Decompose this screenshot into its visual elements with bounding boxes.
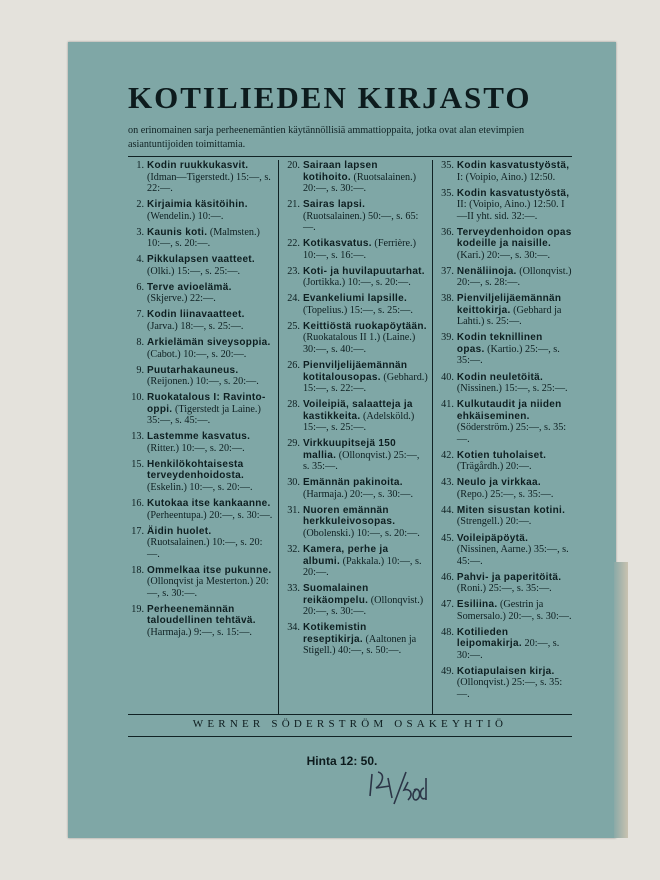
book-column-3: [432, 160, 572, 714]
book-entry: [128, 337, 274, 360]
book-number: 10.: [131, 392, 144, 404]
book-title: Neulo ja virkkaa.: [456, 477, 541, 489]
book-entry: [438, 332, 572, 367]
book-entry: [128, 392, 274, 427]
book-details: (Skjerve.) 22:—.: [147, 293, 216, 305]
book-number: 29.: [287, 438, 300, 450]
book-list: [128, 160, 572, 714]
book-number: 35.: [441, 187, 454, 199]
book-entry: [284, 505, 428, 540]
series-intro: on erinomainen sarja perheenemäntien käytännöllisiä ammattioppaita, jotka ovat alan etevimpien asiantuntijoiden toimittamia.: [128, 125, 525, 150]
book-title: Kodin kasvatustyöstä,: [456, 160, 570, 171]
book-number: 17.: [131, 525, 144, 537]
book-details: 20:—, s. 30:—.: [456, 638, 560, 661]
book-details: (Kartio.) 25:—, s. 35:—.: [456, 343, 560, 367]
book-number: 21.: [287, 199, 300, 211]
book-details: (Jortikka.) 10:—, s. 20:—.: [302, 277, 411, 289]
book-entry: [438, 533, 572, 568]
book-entry: [128, 199, 274, 222]
book-title: Kaunis koti.: [147, 226, 208, 238]
book-title: Kodin kasvatustyöstä,: [456, 187, 570, 199]
book-title: Kotiapulaisen kirja.: [456, 665, 555, 677]
book-title: Terve avioelämä.: [147, 281, 232, 293]
book-details: (Roni.) 25:—, s. 35:—.: [456, 583, 552, 595]
book-entry: [438, 160, 572, 183]
book-number: 30.: [287, 477, 300, 489]
book-entry: [438, 450, 572, 473]
book-details: (Jarva.) 18:—, s. 25:—.: [147, 320, 244, 332]
book-number: 6.: [136, 281, 144, 293]
book-column-1: [128, 160, 278, 714]
book-details: (Eskelin.) 10:—, s. 20:—.: [147, 481, 253, 493]
book-number: 48.: [441, 626, 454, 638]
book-details: (Reijonen.) 10:—, s. 20:—.: [147, 376, 259, 388]
book-title: Kutokaa itse kankaanne.: [147, 498, 271, 510]
book-details: (Ritter.) 10:—, s. 20:—.: [147, 442, 245, 454]
book-number: 35.: [441, 160, 454, 171]
book-entry: [438, 627, 572, 662]
book-title: Henkilökohtaisesta terveydenhoidosta.: [147, 458, 245, 482]
book-entry: [128, 365, 274, 388]
book-details: (Aaltonen ja Stigell.) 40:—, s. 50:—.: [302, 633, 417, 657]
book-details: (Olki.) 15:—, s. 25:—.: [147, 265, 241, 277]
book-title: Kodin ruukkukasvit.: [147, 160, 249, 171]
book-details: (Topelius.) 15:—, s. 25:—.: [302, 304, 413, 316]
book-details: (Gebhard.) 15:—, s. 22:—.: [302, 371, 428, 395]
book-number: 19.: [131, 603, 144, 615]
book-title: Esiliina.: [456, 599, 498, 611]
book-entry: [284, 160, 428, 195]
book-entry: [438, 227, 572, 262]
book-entry: [128, 254, 274, 277]
book-title: Emännän pakinoita.: [302, 477, 403, 489]
book-details: (Tigerstedt ja Laine.) 35:—, s. 45:—.: [147, 403, 261, 427]
book-entry: [284, 199, 428, 234]
series-title: KOTILIEDEN KIRJASTO: [128, 80, 532, 115]
book-details: (Ruotsalainen.) 50:—, s. 65:—.: [302, 210, 419, 234]
book-title: Voileipiä, salaatteja ja kastikkeita.: [302, 399, 413, 422]
book-entry: [128, 498, 274, 521]
book-details: (Nissinen, Aarne.) 35:—, s. 45:—.: [456, 544, 569, 567]
book-entry: [438, 572, 572, 595]
book-title: Lastemme kasvatus.: [147, 431, 251, 443]
book-details: (Pakkala.) 10:—, s. 20:—.: [302, 555, 422, 579]
book-title: Kulkutaudit ja niiden ehkäiseminen.: [456, 399, 562, 422]
book-number: 42.: [441, 449, 454, 461]
book-number: 33.: [287, 583, 300, 595]
book-details: (Ollonqvist ja Mesterton.) 20:—, s. 30:—.: [147, 576, 269, 599]
book-entry: [284, 399, 428, 434]
book-details: (Idman—Tigerstedt.) 15:—, s. 22:—.: [147, 171, 271, 194]
book-number: 24.: [287, 293, 300, 305]
book-title: Sairas lapsi.: [302, 199, 366, 211]
book-entry: [438, 666, 572, 701]
book-number: 7.: [136, 309, 144, 321]
book-entry: [284, 321, 428, 356]
book-number: 13.: [131, 431, 144, 443]
book-entry: [128, 227, 274, 250]
book-number: 26.: [287, 360, 300, 372]
book-details: (Harmaja.) 9:—, s. 15:—.: [147, 626, 252, 638]
book-title: Kotilieden leipomakirja.: [456, 626, 522, 650]
book-number: 41.: [441, 399, 454, 411]
book-entry: [438, 266, 572, 289]
book-number: 32.: [287, 544, 300, 556]
book-title: Pienviljelijäemännän keittokirja.: [456, 293, 562, 316]
book-details: (Trägårdh.) 20:—.: [456, 461, 532, 473]
book-number: 23.: [287, 265, 300, 277]
book-details: (Repo.) 25:—, s. 35:—.: [456, 488, 554, 500]
book-title: Kodin neuletöitä.: [456, 371, 544, 383]
book-details: (Ollonqvist.) 20:—, s. 30:—.: [302, 594, 424, 618]
book-title: Pienviljelijäemännän kotitalousopas.: [302, 360, 408, 383]
book-entry: [128, 309, 274, 332]
book-title: Kodin liinavaatteet.: [147, 309, 245, 321]
book-title: Puutarhakauneus.: [147, 364, 239, 376]
book-title: Sairaan lapsen kotihoito.: [302, 160, 378, 183]
book-title: Voileipäpöytä.: [456, 532, 529, 544]
book-title: Äidin huolet.: [147, 525, 212, 537]
book-entry: [438, 599, 572, 622]
book-number: 18.: [131, 564, 144, 576]
book-entry: [438, 505, 572, 528]
publisher-name: WERNER SÖDERSTRÖM OSAKEYHTIÖ: [192, 718, 508, 730]
book-entry: [438, 372, 572, 395]
book-details: (Cabot.) 10:—, s. 20:—.: [147, 348, 247, 360]
book-title: Keittiöstä ruokapöytään.: [302, 320, 427, 332]
book-title: Kotikasvatus.: [302, 238, 372, 250]
book-details: (Harmaja.) 20:—, s. 30:—.: [302, 488, 413, 500]
book-number: 37.: [441, 265, 454, 277]
book-details: (Ruokatalous II 1.) (Laine.) 30:—, s. 40:—.: [302, 332, 416, 355]
book-entry: [128, 604, 274, 639]
book-title: Perheenemännän taloudellinen tehtävä.: [147, 603, 256, 627]
book-number: 16.: [131, 498, 144, 510]
book-title: Evankeliumi lapsille.: [302, 293, 408, 305]
book-back-cover: [68, 42, 616, 838]
book-number: 15.: [131, 458, 144, 470]
book-entry: [284, 360, 428, 395]
book-number: 1.: [136, 160, 144, 171]
book-title: Pikkulapsen vaatteet.: [147, 254, 256, 266]
book-details: (Perheentupa.) 20:—, s. 30:—.: [147, 509, 273, 521]
book-column-2: [278, 160, 432, 714]
book-entry: [438, 399, 572, 445]
book-details: (Ferrière.) 10:—, s. 16:—.: [302, 238, 416, 261]
book-number: 2.: [136, 199, 144, 211]
book-details: (Nissinen.) 15:—, s. 25:—.: [456, 383, 568, 395]
book-entry: [284, 293, 428, 316]
book-entry: [284, 266, 428, 289]
book-details: (Gebhard ja Lahti.) s. 25:—.: [456, 304, 562, 328]
book-title: Suomalainen reikäompelu.: [302, 583, 369, 606]
book-number: 31.: [287, 504, 300, 516]
book-details: (Ruotsalainen.) 20:—, s. 30:—.: [302, 171, 417, 194]
book-title: Miten sisustan kotini.: [456, 504, 566, 516]
book-entry: [284, 238, 428, 261]
book-entry: [284, 583, 428, 618]
book-number: 43.: [441, 477, 454, 489]
book-title: Kotikemistin reseptikirja.: [302, 622, 367, 645]
book-entry: [128, 459, 274, 494]
book-number: 3.: [136, 226, 144, 238]
book-number: 46.: [441, 571, 454, 583]
book-title: Koti- ja huvilapuutarhat.: [302, 265, 425, 277]
book-number: 28.: [287, 399, 300, 411]
book-details: (Gestrin ja Somersalo.) 20:—, s. 30:—.: [456, 599, 572, 622]
book-number: 22.: [287, 238, 300, 250]
book-entry: [128, 565, 274, 600]
book-details: (Wendelin.) 10:—.: [147, 210, 224, 222]
book-number: 4.: [136, 254, 144, 266]
book-number: 38.: [441, 293, 454, 305]
book-entry: [128, 160, 274, 195]
book-number: 9.: [136, 364, 144, 376]
book-details: II: (Voipio, Aino.) 12:50. I—II yht. sid. 32:—.: [456, 199, 565, 222]
book-number: 45.: [441, 532, 454, 544]
book-title: Arkielämän siveysoppia.: [147, 337, 271, 349]
bottom-rule: [128, 714, 572, 715]
book-title: Pahvi- ja paperitöitä.: [456, 571, 562, 583]
book-details: (Malmsten.) 10:—, s. 20:—.: [147, 226, 260, 250]
book-number: 39.: [441, 332, 454, 344]
book-details: (Söderström.) 25:—, s. 35:—.: [456, 422, 567, 445]
book-details: (Obolenski.) 10:—, s. 20:—.: [302, 527, 420, 539]
book-number: 25.: [287, 320, 300, 332]
top-rule: [128, 156, 572, 157]
book-entry: [128, 526, 274, 561]
book-title: Terveydenhoidon opas kodeille ja naisille.: [456, 226, 572, 250]
publisher-rule: [128, 736, 572, 737]
book-number: 44.: [441, 504, 454, 516]
book-title: Ommelkaa itse pukunne.: [147, 564, 272, 576]
book-entry: [284, 438, 428, 473]
book-number: 20.: [287, 160, 300, 171]
book-details: (Ollonqvist.) 25:—, s. 35:—.: [456, 677, 563, 700]
book-number: 34.: [287, 622, 300, 634]
book-entry: [438, 477, 572, 500]
book-entry: [438, 188, 572, 223]
book-number: 36.: [441, 226, 454, 238]
book-entry: [284, 544, 428, 579]
book-entry: [284, 622, 428, 657]
price-label: Hinta 12: 50.: [306, 754, 378, 768]
book-details: I: (Voipio, Aino.) 12:50.: [456, 171, 556, 183]
book-title: Kodin teknillinen opas.: [456, 332, 543, 355]
book-entry: [438, 293, 572, 328]
book-title: Nuoren emännän herkkuleivosopas.: [302, 504, 396, 528]
book-number: 40.: [441, 371, 454, 383]
handwritten-note: [364, 768, 434, 814]
book-title: Virkkuupitsejä 150 mallia.: [302, 438, 396, 461]
book-title: Kamera, perhe ja albumi.: [302, 544, 389, 567]
book-details: (Adelsköld.) 15:—, s. 25:—.: [302, 410, 415, 434]
book-details: (Ruotsalainen.) 10:—, s. 20:—.: [147, 537, 263, 560]
book-title: Nenäliinoja.: [456, 265, 517, 277]
book-title: Kirjaimia käsitöihin.: [147, 199, 248, 211]
book-number: 47.: [441, 599, 454, 611]
book-title: Ruokatalous I: Ravinto-oppi.: [147, 392, 266, 415]
book-number: 49.: [441, 665, 454, 677]
book-entry: [128, 431, 274, 454]
book-entry: [284, 477, 428, 500]
book-details: (Ollonqvist.) 20:—, s. 28:—.: [456, 265, 572, 289]
book-details: (Strengell.) 20:—.: [456, 516, 532, 528]
book-details: (Kari.) 20:—, s. 30:—.: [456, 249, 550, 261]
book-title: Kotien tuholaiset.: [456, 449, 547, 461]
book-number: 8.: [136, 337, 144, 349]
book-entry: [128, 282, 274, 305]
book-details: (Ollonqvist.) 25:—, s. 35:—.: [302, 449, 420, 473]
